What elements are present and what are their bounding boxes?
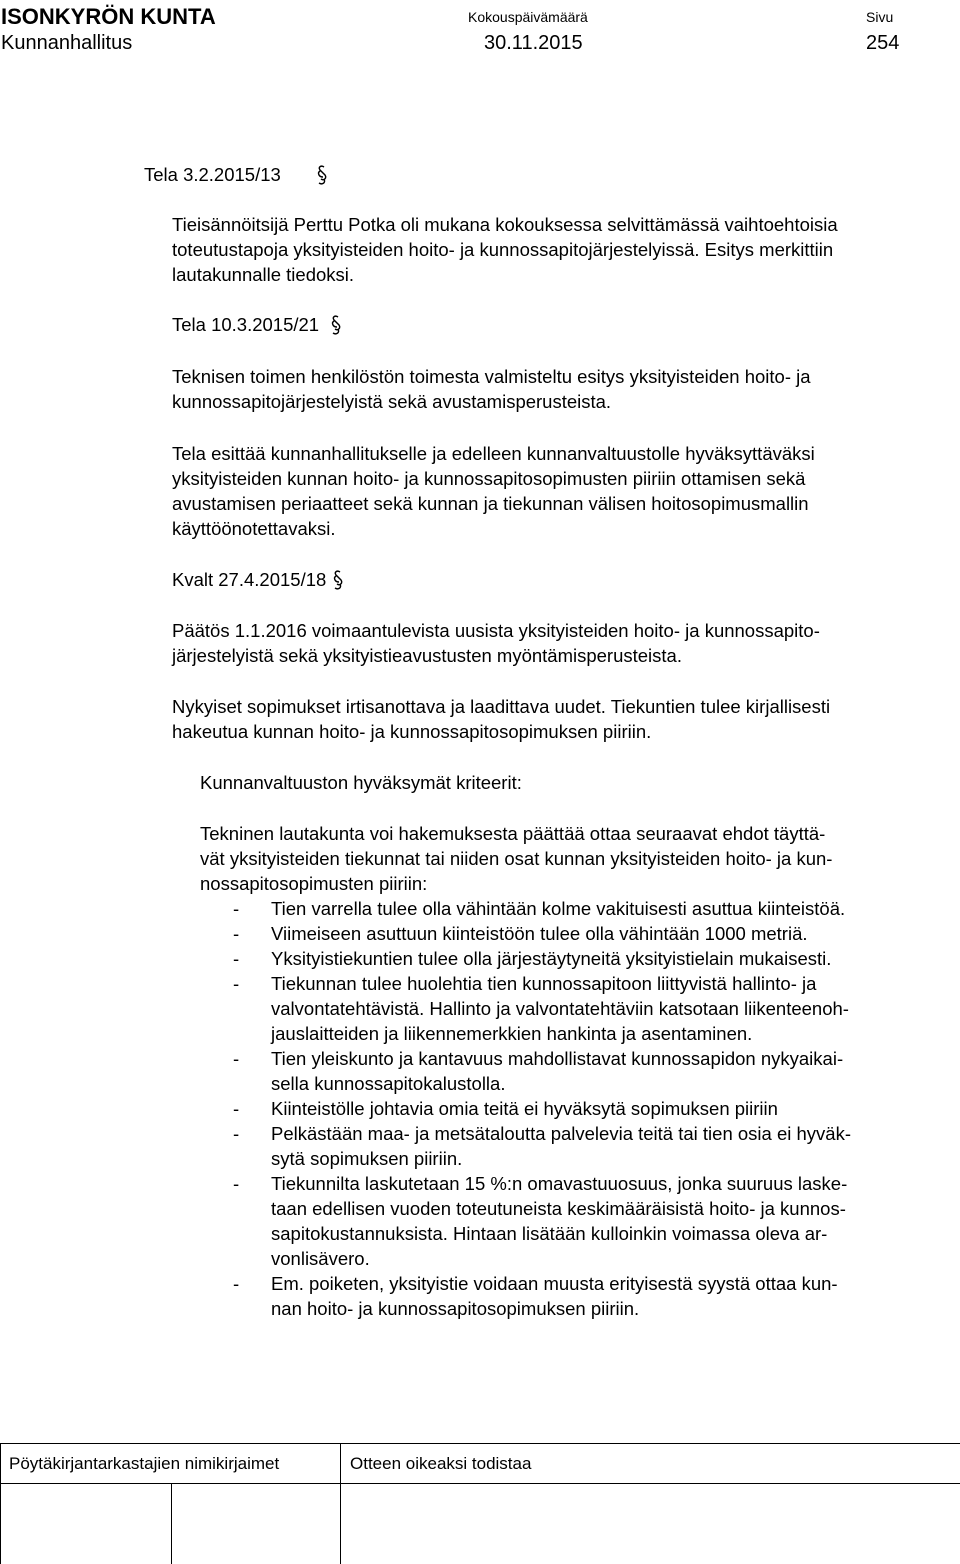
certification-label: Otteen oikeaksi todistaa — [350, 1454, 532, 1473]
meeting-date-label: Kokouspäivämäärä — [468, 9, 588, 25]
page-number: 254 — [866, 32, 900, 54]
reference-tela-3-2-2015 — [144, 162, 281, 187]
paragraph-tekninen-lautakunta: Tekninen lautakunta voi hakemuksesta päättää ottaa seuraavat ehdot täyttä- vät yksityisteiden tiekunnat tai niiden osat kunnan yksityisteiden hoito- ja kun- nossapitosopimusten piiriin: — [200, 823, 833, 894]
section-sign-icon — [316, 164, 328, 186]
table-border-left — [0, 1443, 1, 1564]
meeting-date: 30.11.2015 — [484, 32, 583, 54]
reference-text: Tela 10.3.2015/21 — [172, 314, 320, 335]
table-divider-certification — [340, 1443, 341, 1564]
signature-initials-label: Pöytäkirjantarkastajien nimikirjaimet — [9, 1454, 280, 1473]
paragraph-teknisen-toimen: Teknisen toimen henkilöstön toimesta valmisteltu esitys yksityisteiden hoito- ja kunnossapitojärjestelyistä sekä avustamisperusteista. — [172, 366, 811, 412]
criteria-heading: Kunnanvaltuuston hyväksymät kriteerit: — [200, 772, 522, 793]
section-sign-icon — [330, 314, 342, 336]
signature-table — [0, 1443, 960, 1564]
paragraph-tieisannoitsija: Tieisännöitsijä Perttu Potka oli mukana kokouksessa selvittämässä vaihtoehtoisia toteutustapoja yksityisteiden hoito- ja kunnossapitojärjestelyissä. Esitys merkittiin lautakunnalle tiedoksi. — [172, 214, 838, 285]
reference-tela-10-3-2015 — [172, 312, 319, 337]
page-label: Sivu — [866, 9, 894, 25]
paragraph-nykyiset-sopimukset: Nykyiset sopimukset irtisanottava ja laadittava uudet. Tiekuntien tulee kirjallisesti hakeutua kunnan hoito- ja kunnossapitosopimuksen piiriin. — [172, 696, 831, 742]
paragraph-paatos: Päätös 1.1.2016 voimaantulevista uusista yksityisteiden hoito- ja kunnossapito- järjestelyistä sekä yksityistieavustusten myöntämisperusteista. — [172, 620, 820, 666]
body-name: Kunnanhallitus — [1, 32, 133, 54]
reference-text: Tela 3.2.2015/13 — [144, 164, 281, 185]
organization-name: ISONKYRÖN KUNTA — [1, 4, 216, 29]
table-border-top — [0, 1443, 960, 1444]
paragraph-tela-esittaa: Tela esittää kunnanhallitukselle ja edelleen kunnanvaltuustolle hyväksyttäväksi yksityisteiden kunnan hoito- ja kunnossapitosopimusten piiriin ottamisen sekä avustamisen periaatteet sekä kunnan ja tiekunnan välisen hoitosopimusmallin käyttöönotettavaksi. — [172, 443, 815, 539]
table-divider-initials — [171, 1483, 172, 1564]
section-sign-icon — [332, 569, 344, 591]
table-border-middle — [0, 1483, 960, 1484]
reference-text: Kvalt 27.4.2015/18 — [172, 569, 327, 590]
reference-kvalt-27-4-2015 — [172, 567, 326, 592]
